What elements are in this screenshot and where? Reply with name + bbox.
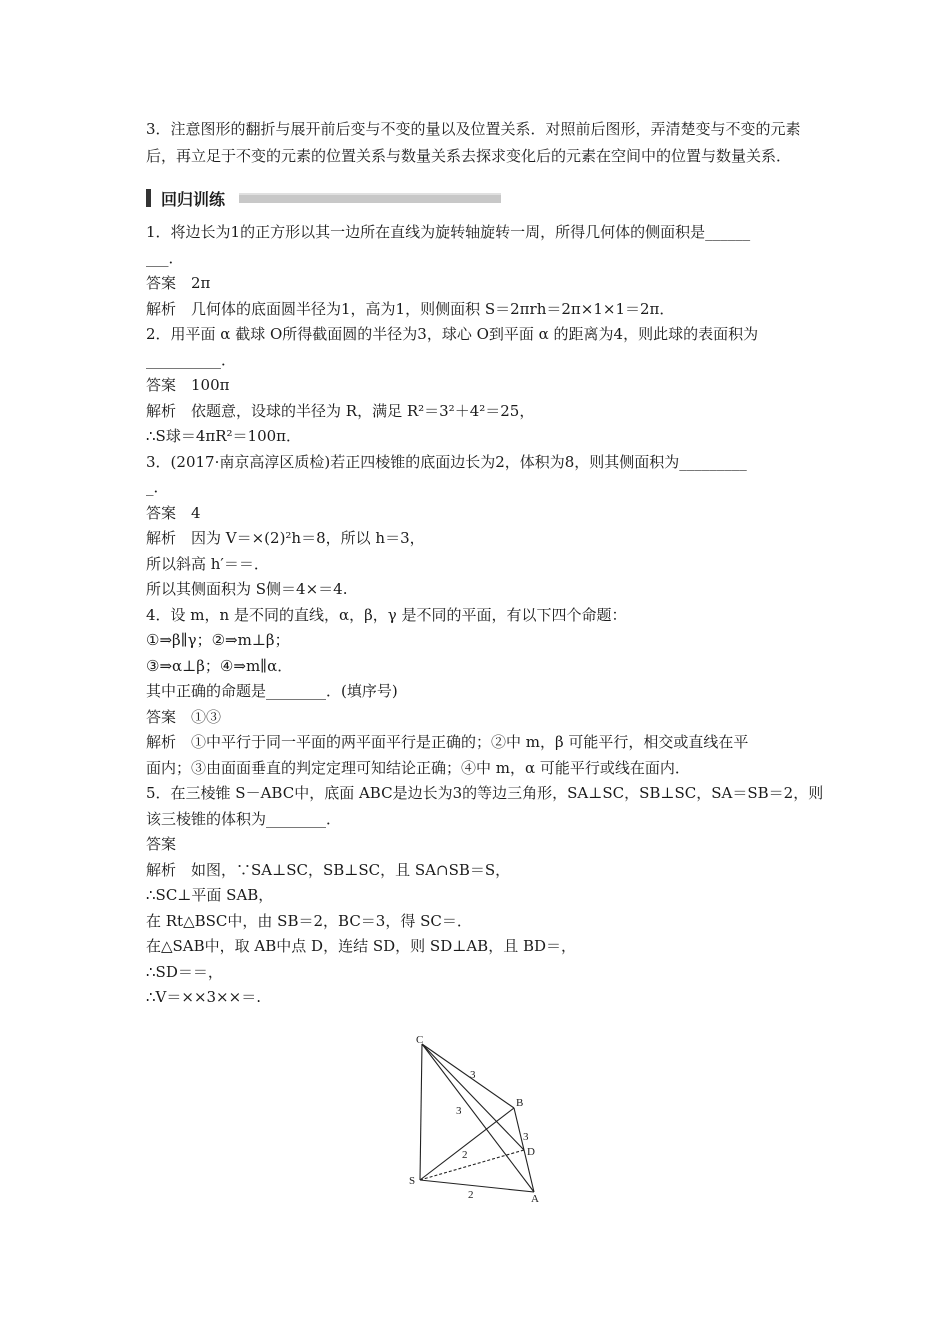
exercise-line: 其中正确的命题是________．(填序号) xyxy=(146,682,398,700)
edge-label-SD: 2 xyxy=(462,1149,468,1161)
exercise-line: 解析 依题意，设球的半径为 R，满足 R²＝3²＋4²＝25， xyxy=(146,401,535,420)
edge-SA xyxy=(420,1180,534,1192)
exercise-line: 解析 几何体的底面圆半径为1，高为1，则侧面积 S＝2πrh＝2π×1×1＝2π． xyxy=(146,299,675,318)
edge-CB xyxy=(422,1044,514,1108)
exercise-line: _． xyxy=(146,478,169,496)
exercise-line: 3．(2017·南京高淳区质检)若正四棱锥的底面边长为2，体积为8，则其侧面积为_________ xyxy=(146,452,747,471)
exercise-line: 5．在三棱锥 S－ABC中，底面 ABC是边长为3的等边三角形，SA⊥SC，SB⊥SC，SA＝SB＝2，则 xyxy=(146,784,824,802)
edge-label-SA: 2 xyxy=(468,1189,474,1201)
edge-CS xyxy=(420,1044,422,1180)
exercise-line: 答案 xyxy=(146,835,177,853)
exercise-line: ③⇒α⊥β；④⇒m∥α． xyxy=(146,656,293,675)
edge-CD xyxy=(422,1044,524,1150)
exercise-line: 所以其侧面积为 S侧＝4×＝4. xyxy=(146,580,348,598)
page-content xyxy=(146,116,824,1011)
exercise-line: ∴SD＝＝， xyxy=(146,962,223,981)
exercise-line: 答案 100π xyxy=(146,376,230,394)
vertex-label-D: D xyxy=(527,1146,535,1158)
exercise-line: 答案 ①③ xyxy=(146,707,222,726)
section-title: 回归训练 xyxy=(161,189,226,209)
intro-note-3: 3．注意图形的翻折与展开前后变与不变的量以及位置关系．对照前后图形，弄清楚变与不变的元素后，再立足于不变的元素的位置关系与数量关系去探求变化后的元素在空间中的位置与数量关系． xyxy=(146,120,801,165)
exercise-line: 解析 因为 V＝×(2)²h＝8，所以 h＝3， xyxy=(146,529,425,547)
edge-label-CB: 3 xyxy=(470,1069,476,1081)
exercise-line: 1．将边长为1的正方形以其一边所在直线为旋转轴旋转一周，所得几何体的侧面积是______ xyxy=(146,223,751,241)
exercise-line: 2．用平面 α 截球 O所得截面圆的半径为3，球心 O到平面 α 的距离为4，则此球的表面积为 xyxy=(146,325,759,343)
exercise-line: 在 Rt△BSC中，由 SB＝2，BC＝3，得 SC＝． xyxy=(146,911,472,930)
vertex-label-C: C xyxy=(416,1034,424,1046)
exercise-line: 在△SAB中，取 AB中点 D，连结 SD，则 SD⊥AB，且 BD＝， xyxy=(146,937,577,955)
vertex-label-S: S xyxy=(409,1175,416,1187)
exercise-line: ∴S球＝4πR²＝100π． xyxy=(146,427,302,445)
vertex-label-A: A xyxy=(531,1193,539,1205)
exercise-line: 答案 4 xyxy=(146,503,201,522)
edge-label-CD: 3 xyxy=(456,1105,462,1117)
section-marker xyxy=(146,189,151,207)
exercise-line: 解析 如图，∵SA⊥SC，SB⊥SC，且 SA∩SB＝S， xyxy=(146,860,511,879)
exercise-line: 4．设 m，n 是不同的直线，α，β，γ 是不同的平面，有以下四个命题： xyxy=(146,605,627,624)
section-rule xyxy=(239,193,501,203)
exercise-line: ①⇒β∥γ；②⇒m⊥β； xyxy=(146,631,290,649)
exercise-line: 答案 2π xyxy=(146,274,211,292)
exercise-list xyxy=(146,220,824,1011)
edge-CA xyxy=(422,1044,534,1192)
exercise-line: __________． xyxy=(146,350,237,369)
exercise-line: 解析 ①中平行于同一平面的两平面平行是正确的；②中 m，β 可能平行，相交或直线在平 xyxy=(146,733,749,751)
vertex-label-B: B xyxy=(516,1097,524,1109)
section-header xyxy=(146,188,810,208)
exercise-line: ∴SC⊥平面 SAB， xyxy=(146,886,274,904)
exercise-line: ___． xyxy=(146,248,184,267)
exercise-line: 面内；③由面面垂直的判定定理可知结论正确；④中 m，α 可能平行或线在面内． xyxy=(146,758,690,777)
exercise-line: 该三棱锥的体积为________． xyxy=(146,809,342,828)
exercise-line: 所以斜高 h′＝＝． xyxy=(146,554,269,573)
edge-SD xyxy=(420,1150,524,1180)
edge-label-BA: 3 xyxy=(523,1131,529,1143)
tetrahedron-figure xyxy=(404,1034,554,1214)
edge-SB xyxy=(420,1108,514,1180)
exercise-line: ∴V＝××3××＝. xyxy=(146,988,261,1006)
